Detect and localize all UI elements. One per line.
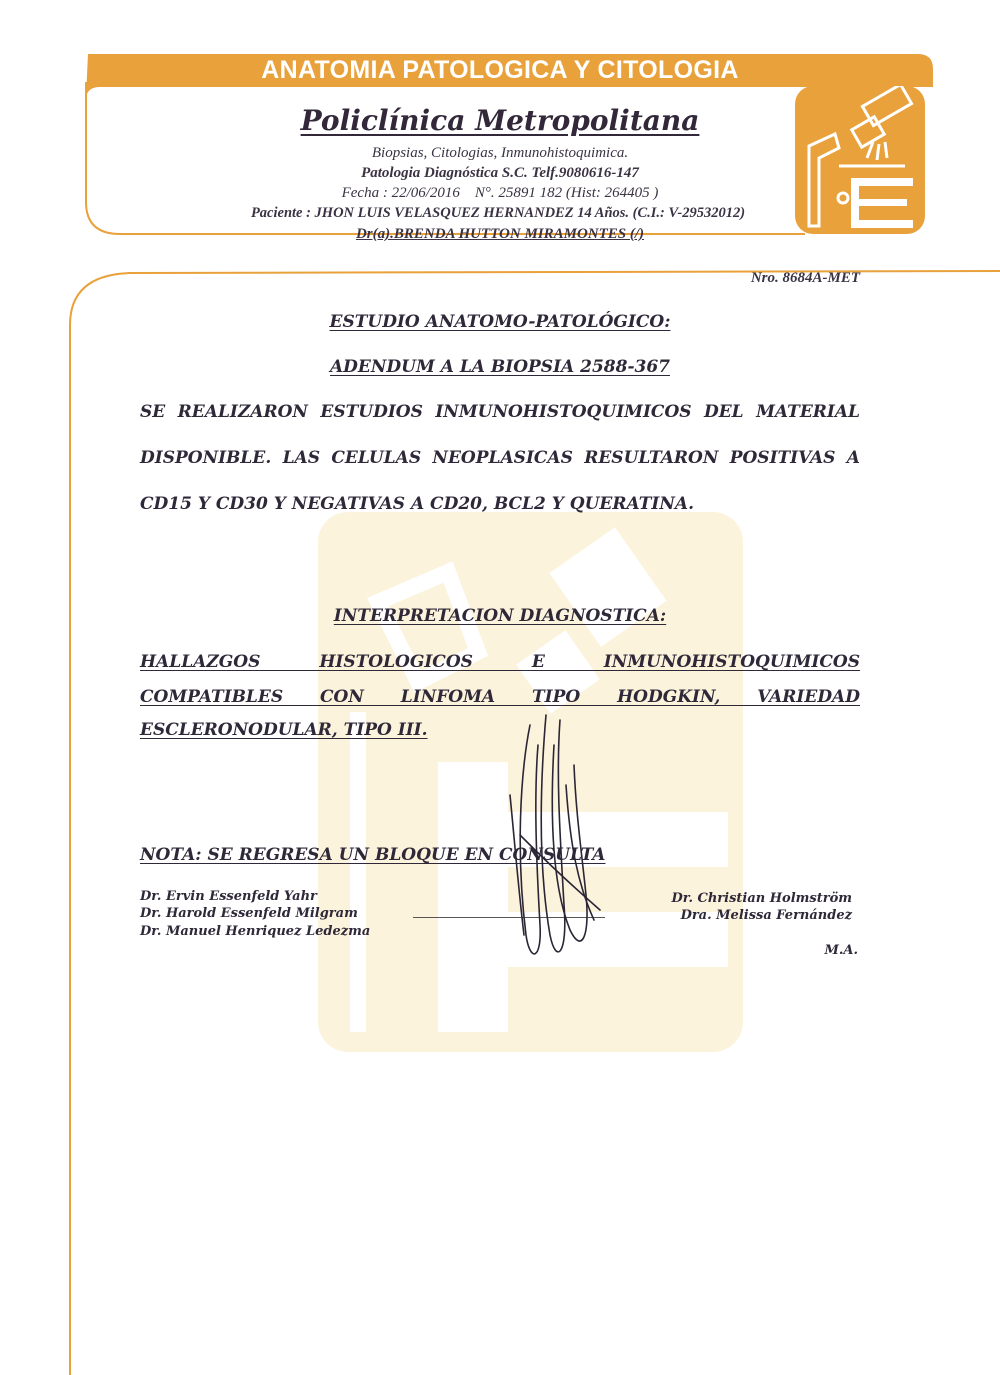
report-number: Nro. 8684A-MET bbox=[750, 270, 860, 286]
signatory-left: Dr. Harold Essenfeld Milgram bbox=[140, 906, 358, 921]
findings-line: DISPONIBLE. LAS CELULAS NEOPLASICAS RESULTARON POSITIVAS A bbox=[140, 448, 860, 468]
clinic-name: Policlínica Metropolitana bbox=[300, 104, 700, 137]
signatory-right: Dra. Melissa Fernández bbox=[680, 908, 852, 923]
interpretation-heading: INTERPRETACION DIAGNOSTICA: bbox=[333, 606, 667, 626]
findings-line: SE REALIZARON ESTUDIOS INMUNOHISTOQUIMICOS DEL MATERIAL bbox=[140, 402, 860, 422]
clinic-subtitle: Biopsias, Citologias, Inmunohistoquimica. bbox=[371, 145, 629, 161]
report-date: Fecha : 22/06/2016 bbox=[341, 185, 460, 201]
lab-phone: Telf.9080616-147 bbox=[531, 165, 639, 181]
report-serial: N°. 25891 182 (Hist: 264405 ) bbox=[474, 185, 659, 201]
date-line bbox=[120, 185, 880, 202]
initials: M.A. bbox=[824, 943, 858, 958]
diagnosis-line: COMPATIBLES CON LINFOMA TIPO HODGKIN, VARIEDAD bbox=[140, 687, 860, 707]
section-title: ANATOMIA PATOLOGICA Y CITOLOGIA bbox=[261, 56, 739, 84]
note: NOTA: SE REGRESA UN BLOQUE EN CONSULTA bbox=[140, 845, 606, 865]
signatory-left: Dr. Ervin Essenfeld Yahr bbox=[140, 889, 317, 904]
lab-line bbox=[120, 165, 880, 182]
diagnosis-line: ESCLERONODULAR, TIPO III. bbox=[140, 720, 428, 740]
study-heading: ESTUDIO ANATOMO-PATOLÓGICO: bbox=[329, 312, 671, 332]
addendum-heading: ADENDUM A LA BIOPSIA 2588-367 bbox=[329, 357, 670, 377]
handwritten-signature bbox=[490, 705, 630, 970]
findings-line: CD15 Y CD30 Y NEGATIVAS A CD20, BCL2 Y QUERATINA. bbox=[140, 494, 695, 514]
microscope-logo-icon bbox=[795, 86, 925, 234]
lab-name: Patologia Diagnóstica S.C. bbox=[361, 165, 528, 181]
diagnosis-line: HALLAZGOS HISTOLOGICOS E INMUNOHISTOQUIMICOS bbox=[140, 652, 860, 672]
signatory-right: Dr. Christian Holmström bbox=[671, 891, 852, 906]
signatory-left: Dr. Manuel Henriquez Ledezma bbox=[140, 924, 371, 939]
patient-line: Paciente : JHON LUIS VELASQUEZ HERNANDEZ 14 Años. (C.I.: V-29532012) bbox=[250, 205, 746, 221]
doctor-line: Dr(a).BRENDA HUTTON MIRAMONTES (/) bbox=[355, 226, 645, 242]
